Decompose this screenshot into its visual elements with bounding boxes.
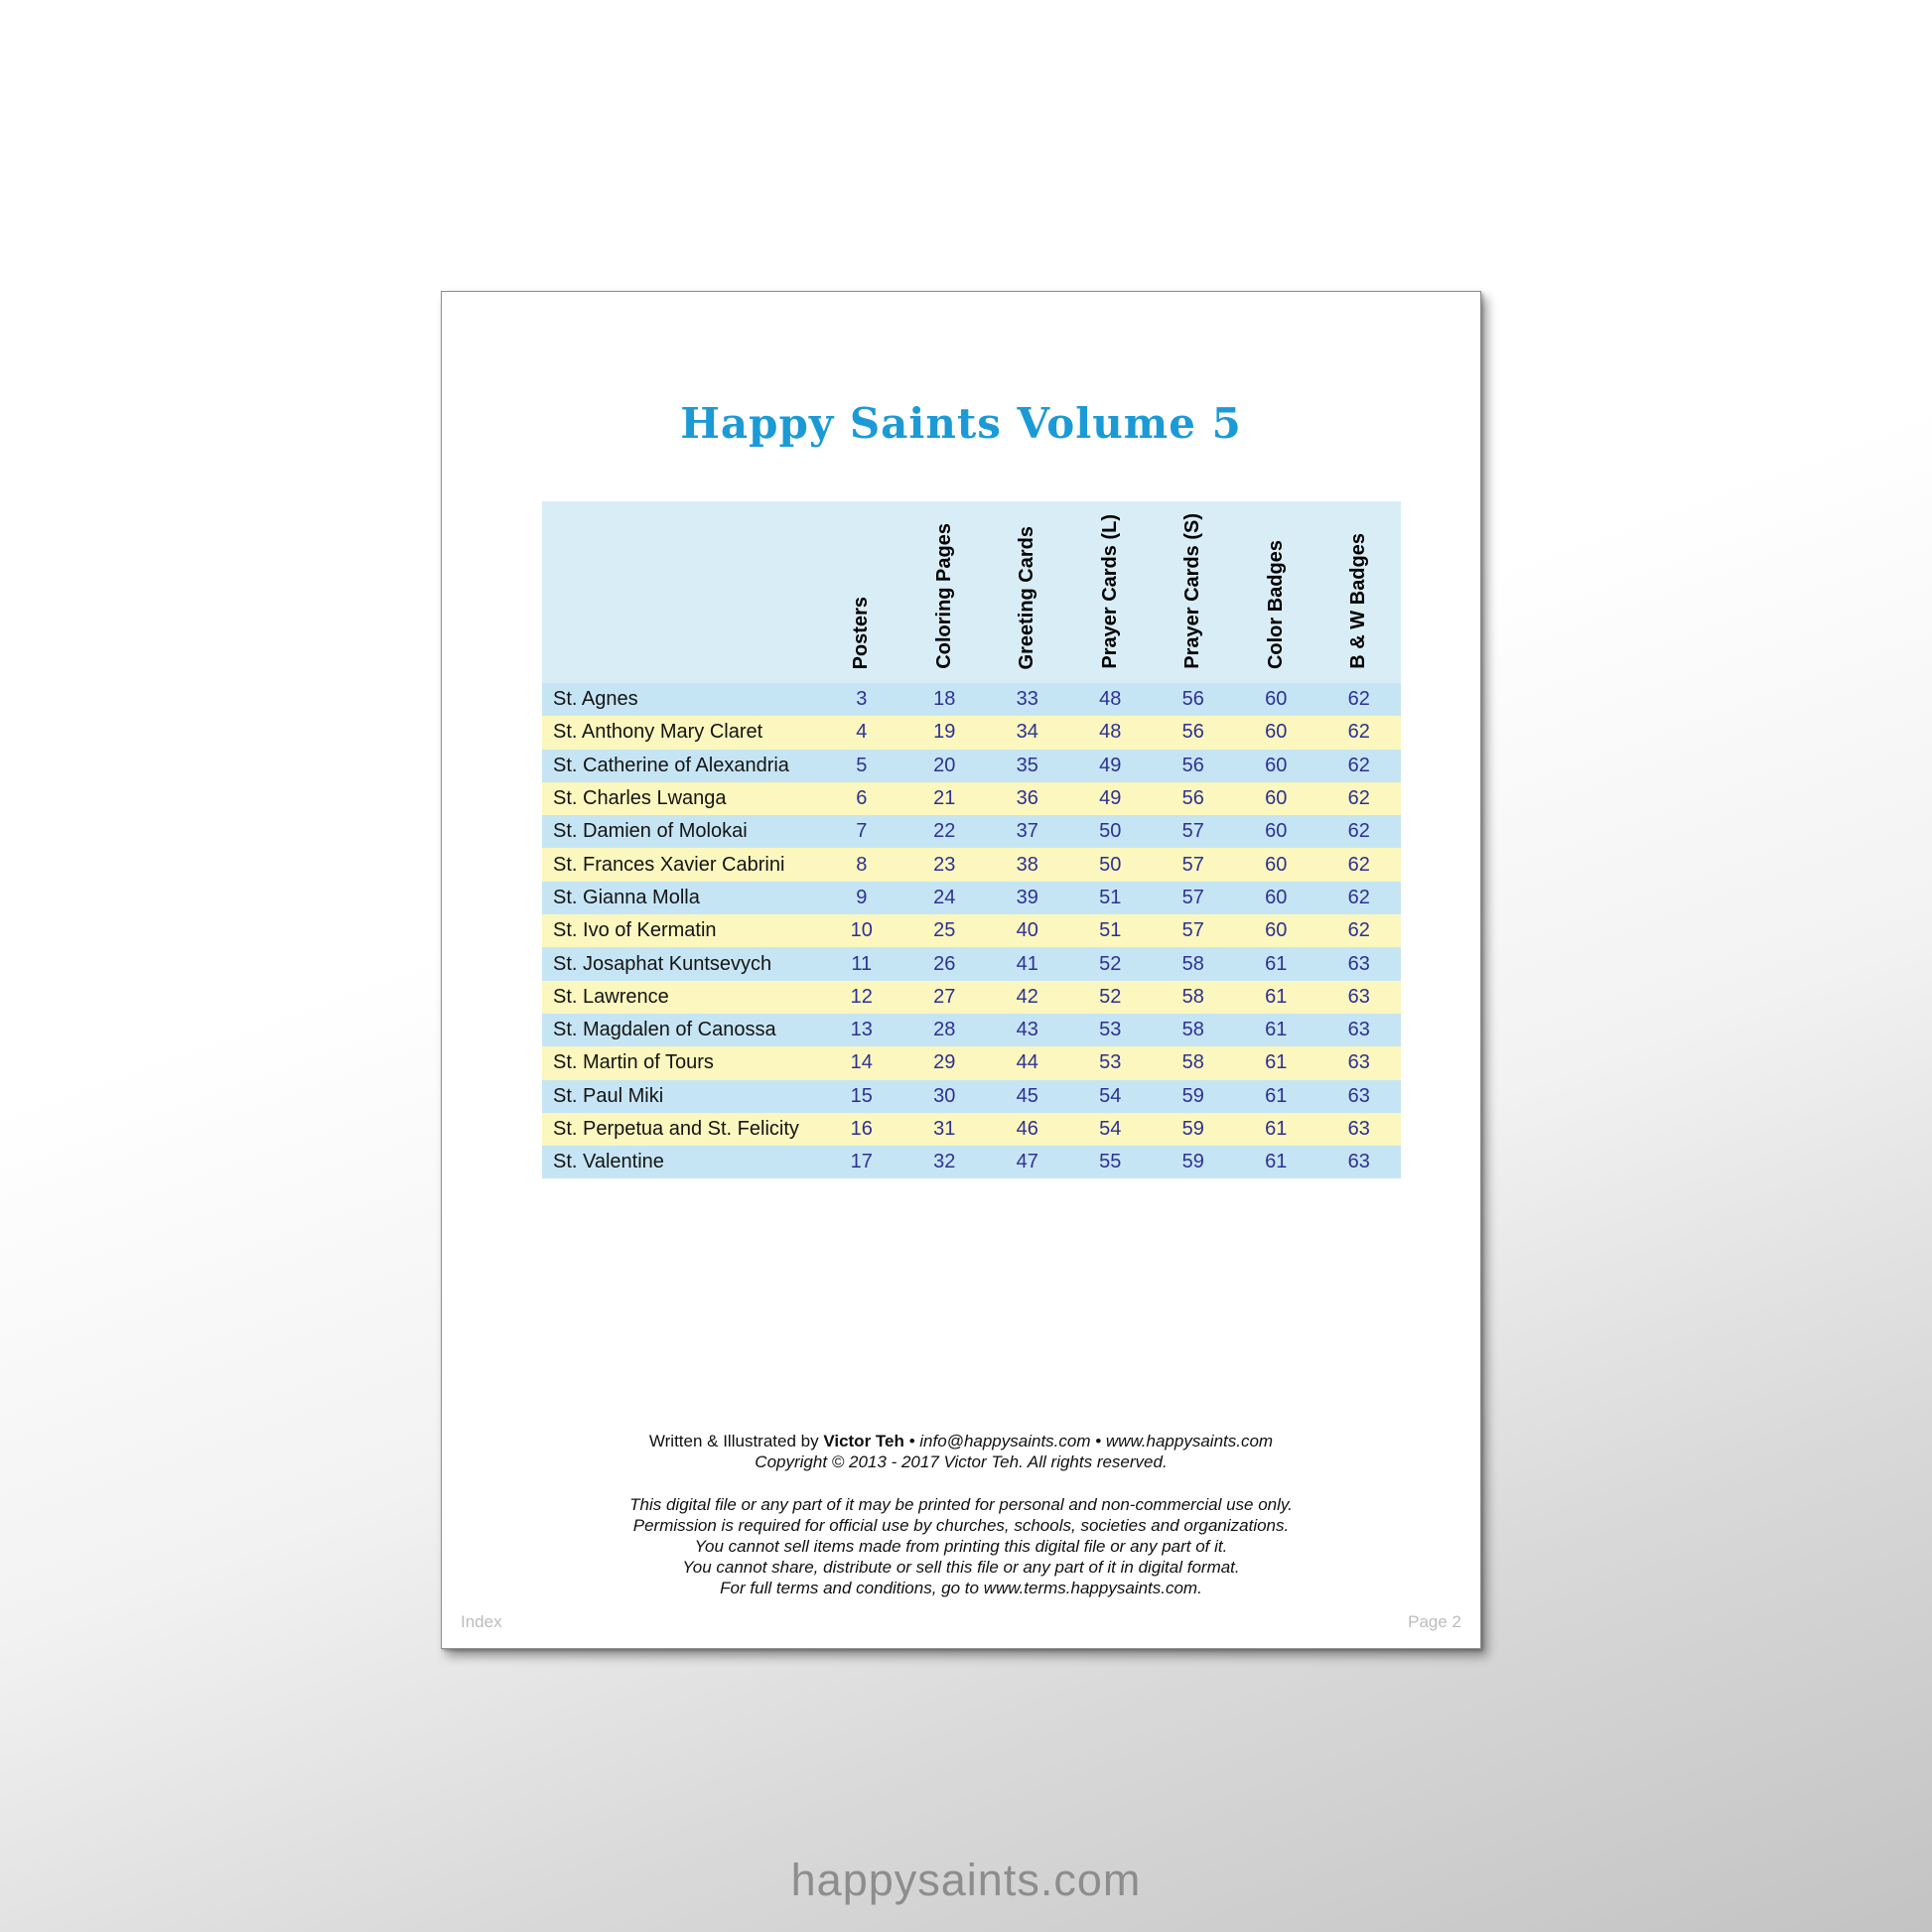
column-header-greeting-cards: Greeting Cards [1016, 525, 1038, 669]
page-number-cell: 20 [933, 754, 956, 776]
contact-info: • info@happysaints.com • www.happysaints.com [903, 1432, 1274, 1450]
page-number-cell: 23 [933, 853, 956, 876]
page-number-cell: 26 [933, 952, 956, 975]
page-number-cell: 57 [1181, 820, 1204, 843]
table-body [542, 683, 1401, 1178]
page-number-cell: 58 [1181, 1051, 1204, 1074]
footer-section-label: Index [461, 1612, 502, 1631]
page-number-cell: 10 [850, 919, 873, 942]
table-row [542, 716, 1401, 749]
page-number-cell: 51 [1099, 886, 1122, 908]
site-watermark: happysaints.com [790, 1855, 1142, 1905]
page-number-cell: 12 [850, 985, 873, 1008]
page-number-cell: 14 [850, 1051, 873, 1074]
page-number-cell: 62 [1347, 754, 1370, 776]
saint-name: St. Paul Miki [553, 1084, 664, 1107]
page-number-cell: 58 [1181, 1019, 1204, 1041]
saint-name: St. Agnes [553, 688, 638, 711]
page-number-cell: 11 [851, 952, 873, 975]
page-number-cell: 46 [1016, 1118, 1038, 1140]
page-number-cell: 61 [1265, 952, 1288, 975]
document-page [441, 291, 1481, 1649]
table-row [542, 683, 1401, 716]
page-number-cell: 53 [1099, 1051, 1122, 1074]
page-number-cell: 4 [856, 721, 868, 744]
page-number-cell: 49 [1099, 754, 1122, 776]
page-number-cell: 60 [1265, 721, 1288, 744]
page-number-cell: 47 [1016, 1151, 1038, 1173]
table-row [542, 782, 1401, 815]
credits-line: Written & Illustrated by Victor Teh • info@happysaints.com • www.happysaints.com [648, 1432, 1274, 1450]
column-header-posters: Posters [850, 596, 873, 669]
credits-block [442, 1431, 1480, 1472]
page-number-cell: 32 [933, 1151, 956, 1173]
page-number-cell: 34 [1016, 721, 1038, 744]
page-number-cell: 63 [1347, 1118, 1370, 1140]
page-number-cell: 28 [933, 1019, 956, 1041]
page-number-cell: 33 [1016, 688, 1038, 711]
terms-line: Permission is required for official use by churches, schools, societies and organizations. [632, 1516, 1290, 1535]
page-number-cell: 25 [933, 919, 956, 942]
page-number-cell: 58 [1181, 985, 1204, 1008]
page-number-cell: 60 [1265, 919, 1288, 942]
page-number-cell: 15 [850, 1084, 873, 1107]
table-row [542, 1080, 1401, 1113]
page-number-cell: 61 [1265, 1118, 1288, 1140]
author-name: Victor Teh [823, 1432, 904, 1450]
page-number-cell: 60 [1265, 853, 1288, 876]
column-header-coloring-pages: Coloring Pages [932, 523, 955, 669]
page-number-cell: 16 [850, 1118, 873, 1140]
page-number-cell: 7 [856, 820, 868, 843]
page-number-cell: 60 [1265, 754, 1288, 776]
saint-name: St. Catherine of Alexandria [553, 754, 789, 776]
page-number-cell: 60 [1265, 688, 1288, 711]
page-number-cell: 40 [1016, 919, 1038, 942]
table-row [542, 1014, 1401, 1046]
page-number-cell: 62 [1347, 688, 1370, 711]
page-number-cell: 63 [1347, 1084, 1370, 1107]
page-number-cell: 57 [1181, 919, 1204, 942]
copyright-line: Copyright © 2013 - 2017 Victor Teh. All rights reserved. [755, 1452, 1168, 1471]
page-number-cell: 54 [1099, 1118, 1122, 1140]
column-header-prayer-cards-s: Prayer Cards (S) [1181, 513, 1204, 669]
table-row [542, 882, 1401, 914]
page-number-cell: 57 [1181, 886, 1204, 908]
page-number-cell: 61 [1265, 1051, 1288, 1074]
page-number-cell: 62 [1347, 919, 1370, 942]
page-number-cell: 52 [1099, 985, 1122, 1008]
column-header-prayer-cards-l: Prayer Cards (L) [1098, 514, 1121, 669]
page-number-cell: 41 [1016, 952, 1038, 975]
saint-name: St. Charles Lwanga [553, 787, 727, 810]
column-header-color-badges: Color Badges [1264, 539, 1287, 669]
page-number-cell: 61 [1265, 1019, 1288, 1041]
page-number-cell: 60 [1265, 820, 1288, 843]
page-number-cell: 50 [1099, 820, 1122, 843]
page-number-cell: 61 [1265, 985, 1288, 1008]
table-row [542, 1046, 1401, 1079]
table-row [542, 914, 1401, 947]
page-number-cell: 63 [1347, 1051, 1370, 1074]
page-number-cell: 56 [1181, 721, 1204, 744]
saint-name: St. Martin of Tours [553, 1051, 714, 1074]
page-number-cell: 63 [1347, 952, 1370, 975]
page-number-cell: 5 [856, 754, 868, 776]
table-row [542, 848, 1401, 881]
page-number-cell: 63 [1347, 1019, 1370, 1041]
page-number-cell: 50 [1099, 853, 1122, 876]
page-number-cell: 53 [1099, 1019, 1122, 1041]
index-table [542, 501, 1401, 1178]
saint-name: St. Ivo of Kermatin [553, 919, 717, 942]
page-number-cell: 35 [1016, 754, 1038, 776]
page-number-cell: 56 [1181, 688, 1204, 711]
page-number-cell: 39 [1016, 886, 1038, 908]
page-number-cell: 30 [933, 1084, 956, 1107]
page-number-cell: 27 [933, 985, 956, 1008]
terms-line: You cannot share, distribute or sell this file or any part of it in digital format. [682, 1558, 1240, 1577]
page-number-cell: 54 [1099, 1084, 1122, 1107]
page-number-cell: 13 [850, 1019, 873, 1041]
saint-name: St. Josaphat Kuntsevych [553, 952, 772, 975]
table-row [542, 750, 1401, 782]
saint-name: St. Valentine [553, 1151, 664, 1173]
page-number-cell: 38 [1016, 853, 1038, 876]
page-number-cell: 21 [933, 787, 956, 810]
page-number-cell: 6 [856, 787, 868, 810]
table-row [542, 1113, 1401, 1146]
page-number-cell: 18 [933, 688, 956, 711]
page-number-cell: 44 [1016, 1051, 1038, 1074]
page-number-cell: 59 [1181, 1118, 1204, 1140]
terms-block [442, 1494, 1480, 1598]
page-number-cell: 51 [1099, 919, 1122, 942]
page-title: Happy Saints Volume 5 [680, 399, 1242, 448]
page-number-cell: 31 [933, 1118, 956, 1140]
page-number-cell: 59 [1181, 1084, 1204, 1107]
page-number-cell: 55 [1099, 1151, 1122, 1173]
page-number-cell: 62 [1347, 721, 1370, 744]
table-row [542, 815, 1401, 848]
page-number-cell: 3 [856, 688, 868, 711]
page-number-cell: 36 [1016, 787, 1038, 810]
page-number-cell: 60 [1265, 886, 1288, 908]
page-number-cell: 62 [1347, 853, 1370, 876]
table-row [542, 947, 1401, 980]
page-number-cell: 57 [1181, 853, 1204, 876]
page-number-cell: 62 [1347, 886, 1370, 908]
saint-name: St. Frances Xavier Cabrini [553, 853, 785, 876]
terms-line: For full terms and conditions, go to www.terms.happysaints.com. [720, 1579, 1202, 1597]
saint-name: St. Magdalen of Canossa [553, 1019, 776, 1041]
saint-name: St. Anthony Mary Claret [553, 721, 763, 744]
page-number-cell: 42 [1016, 985, 1038, 1008]
terms-line: This digital file or any part of it may be printed for personal and non-commercial use only. [629, 1495, 1293, 1514]
page-number-cell: 61 [1265, 1151, 1288, 1173]
saint-name: St. Damien of Molokai [553, 820, 748, 843]
page-number-cell: 49 [1099, 787, 1122, 810]
table-header-name-spacer [542, 501, 820, 683]
page-number-cell: 8 [856, 853, 868, 876]
footer-page-number: Page 2 [1408, 1612, 1461, 1631]
table-header-row [542, 501, 1401, 683]
page-number-cell: 56 [1181, 787, 1204, 810]
table-row [542, 981, 1401, 1014]
page-number-cell: 29 [933, 1051, 956, 1074]
page-number-cell: 63 [1347, 1151, 1370, 1173]
page-number-cell: 59 [1181, 1151, 1204, 1173]
page-number-cell: 62 [1347, 820, 1370, 843]
page-number-cell: 56 [1181, 754, 1204, 776]
page-number-cell: 43 [1016, 1019, 1038, 1041]
saint-name: St. Gianna Molla [553, 886, 700, 908]
table-row [542, 1146, 1401, 1178]
page-number-cell: 17 [850, 1151, 873, 1173]
page-number-cell: 9 [856, 886, 868, 908]
page-number-cell: 61 [1265, 1084, 1288, 1107]
page-number-cell: 37 [1016, 820, 1038, 843]
page-number-cell: 52 [1099, 952, 1122, 975]
page-number-cell: 45 [1016, 1084, 1038, 1107]
page-number-cell: 19 [933, 721, 956, 744]
page-number-cell: 60 [1265, 787, 1288, 810]
saint-name: St. Lawrence [553, 985, 669, 1008]
page-number-cell: 48 [1099, 721, 1122, 744]
saint-name: St. Perpetua and St. Felicity [553, 1118, 799, 1140]
terms-line: You cannot sell items made from printing this digital file or any part of it. [694, 1537, 1228, 1556]
page-number-cell: 58 [1181, 952, 1204, 975]
page-number-cell: 22 [933, 820, 956, 843]
page-number-cell: 24 [933, 886, 956, 908]
page-number-cell: 63 [1347, 985, 1370, 1008]
column-header-bw-badges: B & W Badges [1347, 533, 1370, 669]
page-number-cell: 48 [1099, 688, 1122, 711]
page-number-cell: 62 [1347, 787, 1370, 810]
